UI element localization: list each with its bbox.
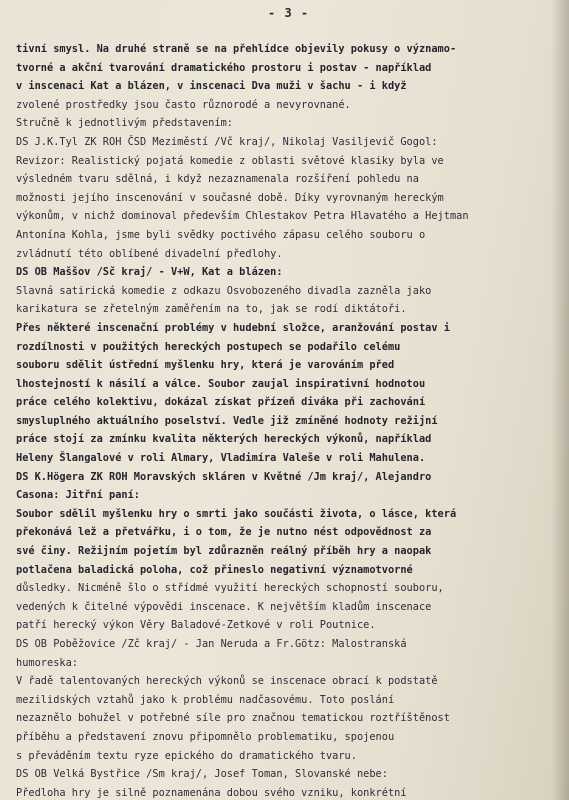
text-line: zvolené prostředky jsou často různorodé a nevyrovnané. xyxy=(16,98,351,111)
text-line: rozdílnosti v použitých hereckých postupech se podařilo celému xyxy=(16,340,401,353)
text-line: Předloha hry je silně poznamenána dobou svého vzniku, konkrétní xyxy=(16,786,407,799)
text-line: mezilidských vztahů jako k problému nadčasovému. Toto poslání xyxy=(16,693,395,706)
text-line: možnosti jejího inscenování v současné době. Díky vyrovnaným hereckým xyxy=(16,191,444,204)
text-line: příběhu a představení znovu připomnělo problematiku, spojenou xyxy=(16,730,395,743)
text-line: s převáděním textu ryze epického do dramatického tvaru. xyxy=(16,749,357,762)
text-line: v inscenaci Kat a blázen, v inscenaci Dva muži v šachu - i když xyxy=(16,80,407,93)
text-line: vedených k čitelné výpovědi inscenace. K největším kladům inscenace xyxy=(16,600,432,613)
text-line: Stručně k jednotlivým představením: xyxy=(16,117,233,130)
text-line: DS K.Högera ZK ROH Moravských skláren v Květné /Jm kraj/, Alejandro xyxy=(16,470,432,483)
text-line: DS OB Maššov /Sč kraj/ - V+W, Kat a blázen: xyxy=(16,266,283,279)
text-line: Revizor: Realistický pojatá komedie z oblasti světové klasiky byla ve xyxy=(16,154,444,167)
text-line: humoreska: xyxy=(16,656,78,669)
text-line: Přes některé inscenační problémy v hudební složce, aranžování postav i xyxy=(16,321,450,334)
text-line: tivní smysl. Na druhé straně se na přehlídce objevily pokusy o významo- xyxy=(16,43,457,55)
text-line: práce stojí za zmínku kvalita některých hereckých výkonů, například xyxy=(16,433,432,446)
text-line: V řadě talentovaných hereckých výkonů se inscenace obrací k podstatě xyxy=(16,675,438,688)
text-line: tvorné a akční tvarování dramatického prostoru i postav - například xyxy=(16,61,432,74)
text-line: patří herecký výkon Věry Baladové-Zetkové v roli Poutnice. xyxy=(16,619,376,632)
text-line: souboru sdělit ústřední myšlenku hry, která je varováním před xyxy=(16,359,395,372)
text-line: výkonům, v nichž dominoval především Chlestakov Petra Hlavatého a Hejtman xyxy=(16,210,469,223)
text-line: karikatura se zřetelným zaměřením na to, jak se rodí diktátoři. xyxy=(16,303,407,316)
text-line: Slavná satirická komedie z odkazu Osvobozeného divadla zazněla jako xyxy=(16,284,432,297)
text-line: Heleny Šlangalové v roli Almary, Vladimíra Valeše v roli Mahulena. xyxy=(16,452,426,465)
text-line: smysluplného aktuálního poselství. Vedle již zmíněné hodnoty režijní xyxy=(16,414,438,427)
text-line: své činy. Režijním pojetím byl zdůrazněn reálný příběh hry a naopak xyxy=(16,545,432,558)
text-line: DS J.K.Tyl ZK ROH ČSD Meziměstí /Vč kraj/, Nikolaj Vasiljevič Gogol: xyxy=(16,135,438,148)
text-line: výsledném tvaru sdělná, i když nezaznamenala rozšíření pohledu na xyxy=(16,173,419,186)
text-line: překonává lež a přetvářku, i o tom, že je nutno nést odpovědnost za xyxy=(16,526,432,539)
text-line: důsledky. Nicméně šlo o střídmé využití hereckých schopností souboru, xyxy=(16,582,444,595)
text-line: potlačena baladická poloha, což přineslo negativní významotvorné xyxy=(16,563,413,576)
text-line: lhostejností k násilí a válce. Soubor zaujal inspirativní hodnotou xyxy=(16,377,426,390)
text-line: Soubor sdělil myšlenku hry o smrti jako součásti života, o lásce, která xyxy=(16,507,457,520)
typewritten-text-block xyxy=(16,40,561,800)
text-line: DS OB Poběžovice /Zč kraj/ - Jan Neruda a Fr.Götz: Malostranská xyxy=(16,638,407,650)
text-line: Antonína Kohla, jsme byli svědky poctivého zápasu celého souboru o xyxy=(16,228,426,241)
text-line: zvládnutí této oblíbené divadelní předlohy. xyxy=(16,247,283,260)
page-number: - 3 - xyxy=(268,6,310,20)
text-line: nezaznělo bohužel v potřebné síle pro značnou tematickou roztříštěnost xyxy=(16,712,450,725)
text-line: Casona: Jitřní paní: xyxy=(16,489,140,502)
text-line: DS OB Velká Bystřice /Sm kraj/, Josef Toman, Slovanské nebe: xyxy=(16,768,388,781)
text-line: práce celého kolektivu, dokázal získat přízeň diváka při zachování xyxy=(16,396,426,409)
